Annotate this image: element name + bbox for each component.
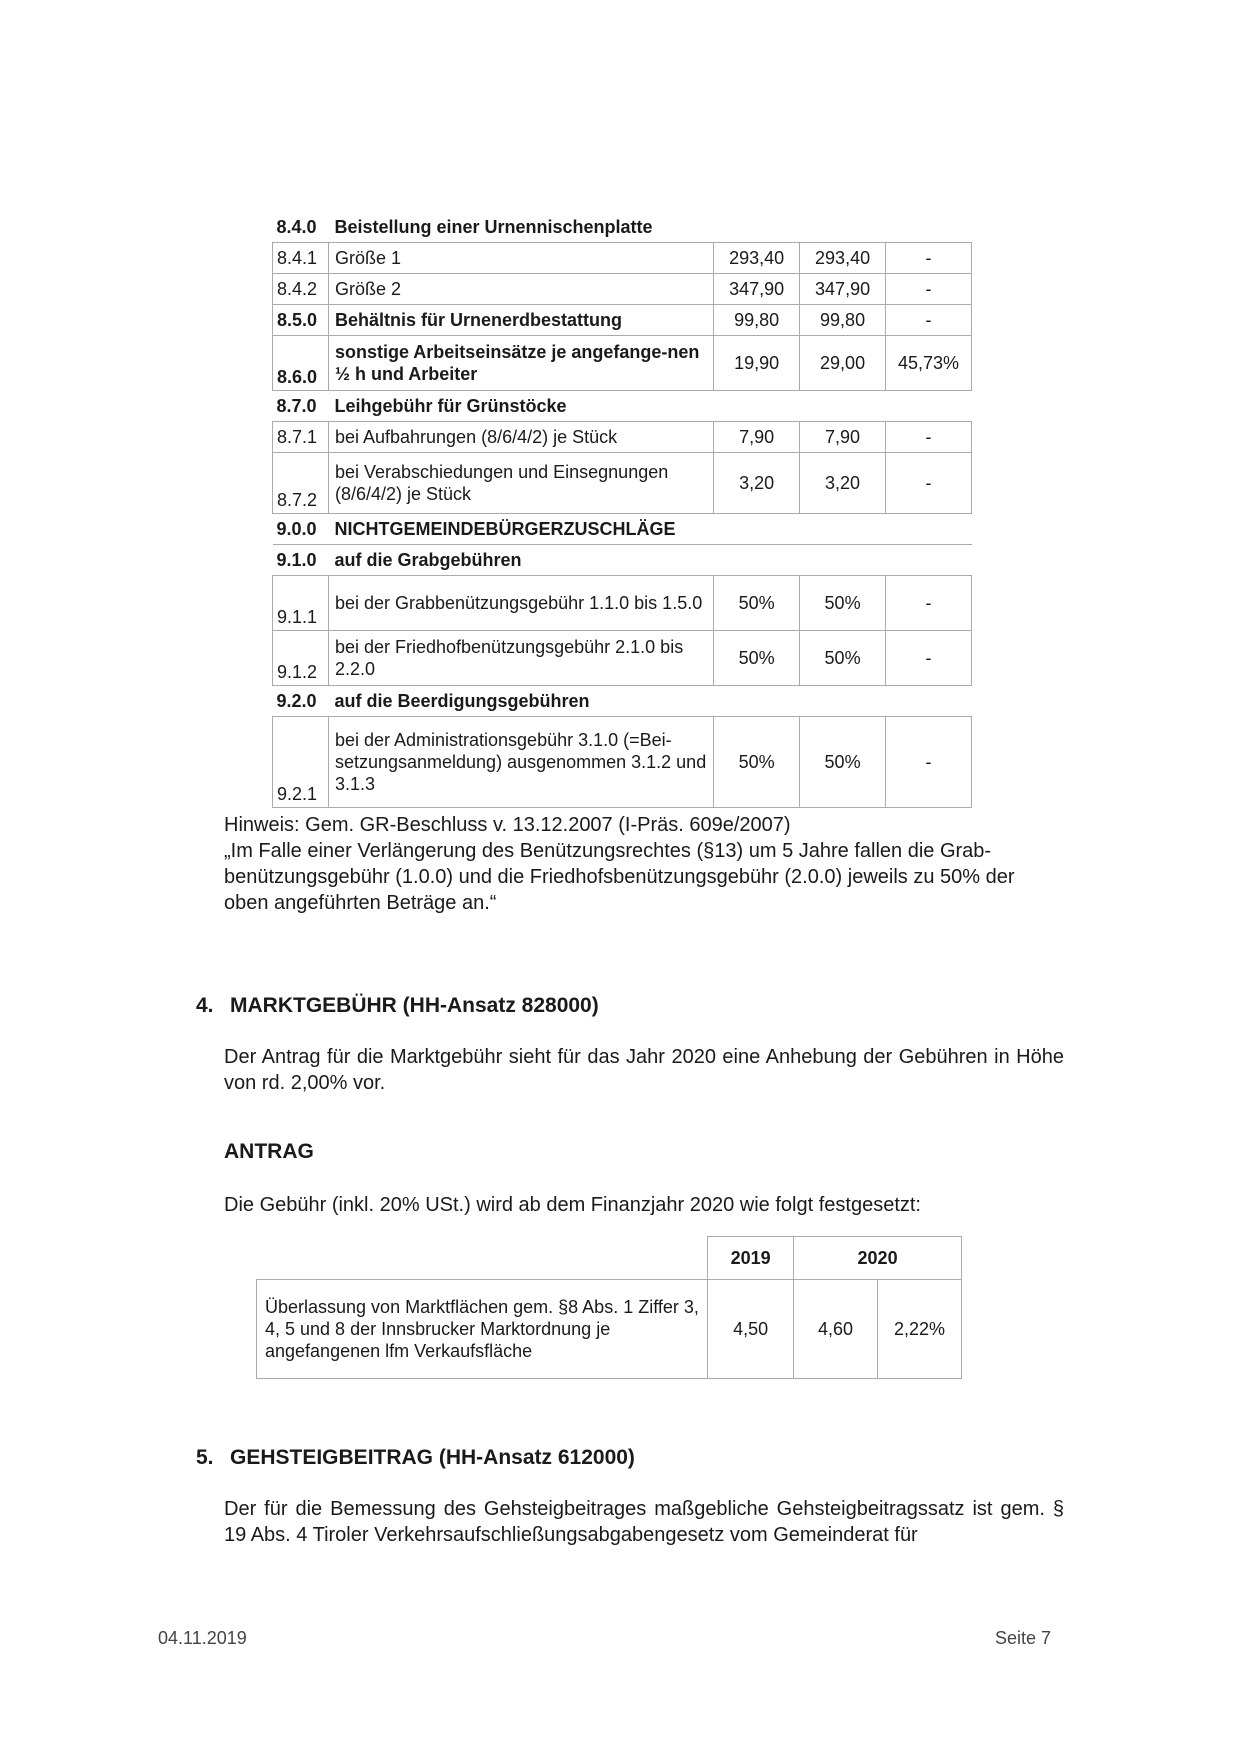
value-2019: 19,90 [714,336,800,391]
value-2020: 7,90 [800,422,886,453]
notice-block [224,812,1064,916]
value-change: - [886,717,972,808]
row-label: auf die Beerdigungsgebühren [328,686,971,717]
section-title: MARKTGEBÜHR (HH-Ansatz 828000) [230,994,599,1017]
row-label: bei Verabschiedungen und Einsegnungen (8/6/4/2) je Stück [328,453,713,514]
row-code: 9.2.1 [273,717,329,808]
value-2019: 293,40 [714,243,800,274]
section-4-heading [196,994,599,1018]
fee-table [272,212,972,808]
table-row-section [273,686,972,717]
notice-quote: „Im Falle einer Verlängerung des Benützungsrechtes (§13) um 5 Jahre fallen die Grab-benützungsgebühr (1.0.0) und die Friedhofsbenützungsgebühr (2.0.0) jeweils zu 50% der oben angeführten Beträge an.“ [224,840,1015,914]
row-label: auf die Grabgebühren [328,545,971,576]
value-2020: 4,60 [794,1280,878,1379]
row-code: 9.2.0 [273,686,329,717]
section-number: 4. [196,994,214,1017]
row-code: 9.1.2 [273,631,329,686]
row-label: Überlassung von Marktflächen gem. §8 Abs. 1 Ziffer 3, 4, 5 und 8 der Innsbrucker Marktordnung je angefangenen lfm Verkaufsfläche [257,1280,708,1379]
value-change: - [886,422,972,453]
footer-date: 04.11.2019 [158,1628,247,1648]
row-code: 8.7.0 [273,391,329,422]
section-title: GEHSTEIGBEITRAG (HH-Ansatz 612000) [230,1446,635,1469]
header-year-2020: 2020 [794,1237,962,1280]
value-2020: 347,90 [800,274,886,305]
row-label: bei der Grabbenützungsgebühr 1.1.0 bis 1.5.0 [328,576,713,631]
value-change: 45,73% [886,336,972,391]
table-row-section [273,212,972,243]
section-5-heading [196,1446,635,1470]
table-row [273,305,972,336]
row-label: bei der Administrationsgebühr 3.1.0 (=Bei-setzungsanmeldung) ausgenommen 3.1.2 und 3.1.3 [328,717,713,808]
value-2019: 50% [714,631,800,686]
footer-page-number: Seite 7 [995,1628,1052,1648]
value-2020: 3,20 [800,453,886,514]
value-2019: 50% [714,717,800,808]
market-fee-table [256,1236,962,1379]
value-2019: 50% [714,576,800,631]
row-code: 8.4.2 [273,274,329,305]
row-label: bei Aufbahrungen (8/6/4/2) je Stück [328,422,713,453]
value-change: - [886,274,972,305]
row-code: 9.0.0 [273,514,329,545]
value-change: - [886,576,972,631]
row-code: 8.6.0 [273,336,329,391]
table-row [273,243,972,274]
section-number: 5. [196,1446,214,1469]
value-2020: 99,80 [800,305,886,336]
row-label: sonstige Arbeitseinsätze je angefange-nen ½ h und Arbeiter [328,336,713,391]
value-2020: 293,40 [800,243,886,274]
row-label: Größe 1 [328,243,713,274]
value-2019: 4,50 [708,1280,794,1379]
antrag-text: Die Gebühr (inkl. 20% USt.) wird ab dem Finanzjahr 2020 wie folgt festgesetzt: [224,1194,921,1216]
value-change: 2,22% [878,1280,962,1379]
value-change: - [886,243,972,274]
value-change: - [886,631,972,686]
row-label: bei der Friedhofbenützungsgebühr 2.1.0 bis 2.2.0 [328,631,713,686]
row-label: Leihgebühr für Grünstöcke [328,391,971,422]
row-code: 8.7.1 [273,422,329,453]
row-label: NICHTGEMEINDEBÜRGERZUSCHLÄGE [328,514,971,545]
value-2020: 29,00 [800,336,886,391]
row-code: 8.4.0 [273,212,329,243]
value-2019: 347,90 [714,274,800,305]
notice-reference: Hinweis: Gem. GR-Beschluss v. 13.12.2007 (I-Präs. 609e/2007) [224,814,791,836]
table-row [273,336,972,391]
header-spacer [257,1237,708,1280]
value-2019: 99,80 [714,305,800,336]
row-label: Größe 2 [328,274,713,305]
value-change: - [886,305,972,336]
table-row [273,274,972,305]
table-row-section [273,514,972,545]
header-year-2019: 2019 [708,1237,794,1280]
row-label: Beistellung einer Urnennischenplatte [328,212,971,243]
row-code: 9.1.1 [273,576,329,631]
section-5-intro: Der für die Bemessung des Gehsteigbeitrages maßgebliche Gehsteigbeitragssatz ist gem. § 19 Abs. 4 Tiroler Verkehrsaufschließungsabgabengesetz vom Gemeinderat für [224,1498,1064,1546]
row-label: Behältnis für Urnenerdbestattung [328,305,713,336]
row-code: 8.4.1 [273,243,329,274]
table-row-section [273,545,972,576]
table-header-row [257,1237,962,1280]
section-4-intro: Der Antrag für die Marktgebühr sieht für das Jahr 2020 eine Anhebung der Gebühren in Höhe von rd. 2,00% vor. [224,1046,1064,1094]
table-row [273,631,972,686]
value-2020: 50% [800,631,886,686]
value-2019: 7,90 [714,422,800,453]
table-row [273,422,972,453]
antrag-heading: ANTRAG [224,1140,314,1163]
table-row [257,1280,962,1379]
value-2019: 3,20 [714,453,800,514]
value-2020: 50% [800,717,886,808]
row-code: 8.7.2 [273,453,329,514]
row-code: 9.1.0 [273,545,329,576]
row-code: 8.5.0 [273,305,329,336]
table-row [273,576,972,631]
value-2020: 50% [800,576,886,631]
table-row [273,453,972,514]
value-change: - [886,453,972,514]
table-row [273,717,972,808]
table-row-section [273,391,972,422]
